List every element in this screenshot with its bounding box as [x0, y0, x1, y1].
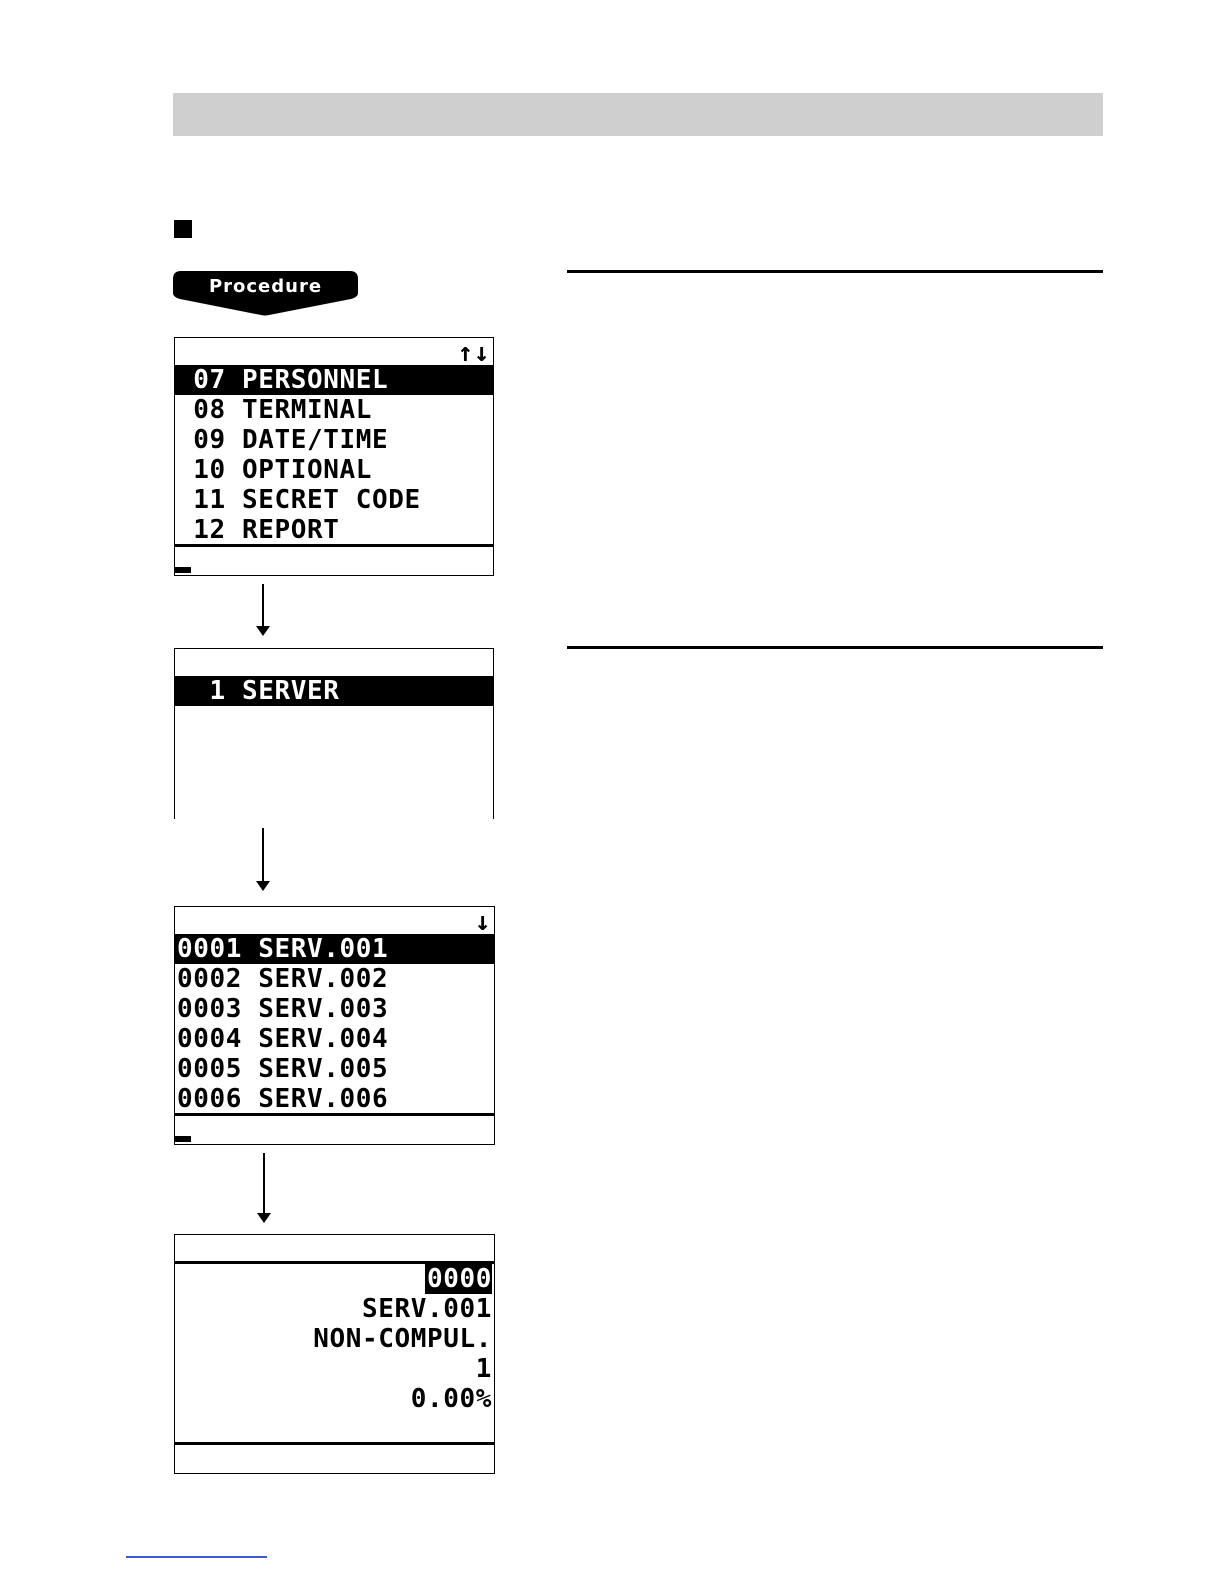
- cursor-icon: [175, 1136, 191, 1142]
- field-name[interactable]: [175, 1294, 494, 1324]
- field-value: SERV.001: [361, 1294, 492, 1324]
- server-row[interactable]: 0004 SERV.004: [177, 1024, 389, 1054]
- procedure-label: Procedure: [208, 276, 323, 297]
- server-row[interactable]: 0006 SERV.006: [177, 1084, 389, 1114]
- down-arrow-icon: [256, 584, 270, 636]
- field-value: 1: [475, 1354, 492, 1384]
- menu-item-date-time[interactable]: 09 DATE/TIME: [177, 425, 389, 455]
- menu-item-report[interactable]: 12 REPORT: [177, 515, 340, 545]
- down-arrow-icon: [256, 828, 270, 891]
- server-row[interactable]: 0005 SERV.005: [177, 1054, 389, 1084]
- down-arrow-icon: [257, 1153, 271, 1223]
- menu-item-optional[interactable]: 10 OPTIONAL: [177, 455, 373, 485]
- server-detail-screen: [174, 1234, 495, 1474]
- middle-rule: [567, 646, 1103, 649]
- screen-title: [175, 338, 493, 365]
- screen-title: [175, 907, 494, 934]
- field-value: 0.00%: [410, 1384, 492, 1414]
- server-row[interactable]: 0003 SERV.003: [177, 994, 389, 1024]
- menu-item-terminal[interactable]: 08 TERMINAL: [177, 395, 373, 425]
- menu-item-server[interactable]: 1 SERVER: [175, 676, 493, 706]
- server-row[interactable]: 0002 SERV.002: [177, 964, 389, 994]
- field-value-input[interactable]: 0000: [426, 1264, 492, 1294]
- field-entry[interactable]: [175, 1324, 494, 1354]
- menu-item-secret-code[interactable]: 11 SECRET CODE: [177, 485, 421, 515]
- server-screen: [174, 906, 495, 1145]
- server-row[interactable]: 0001 SERV.001: [175, 934, 494, 964]
- section-header-band: [173, 93, 1103, 136]
- screen-title: [175, 1235, 494, 1264]
- black-square-bullet-icon: [174, 220, 192, 238]
- field-secret-code[interactable]: [175, 1264, 494, 1294]
- scroll-down-arrow-icon: ↓: [474, 907, 491, 934]
- input-line: [175, 1113, 494, 1144]
- field-drawer[interactable]: [175, 1354, 494, 1384]
- field-value: NON-COMPUL.: [313, 1324, 492, 1354]
- input-line: [175, 1442, 494, 1473]
- top-rule: [567, 270, 1103, 273]
- field-net-sales[interactable]: [175, 1384, 494, 1414]
- screen-title: [175, 649, 493, 676]
- scroll-arrows-icon: ↑↓: [457, 338, 490, 365]
- footer-link-underline[interactable]: [126, 1556, 267, 1558]
- cursor-icon: [175, 567, 191, 573]
- input-line: [175, 544, 493, 575]
- personnel-screen: [174, 648, 494, 819]
- procedure-badge: [173, 271, 358, 317]
- menu-item-personnel[interactable]: 07 PERSONNEL: [175, 365, 493, 395]
- setting-screen: [174, 337, 494, 576]
